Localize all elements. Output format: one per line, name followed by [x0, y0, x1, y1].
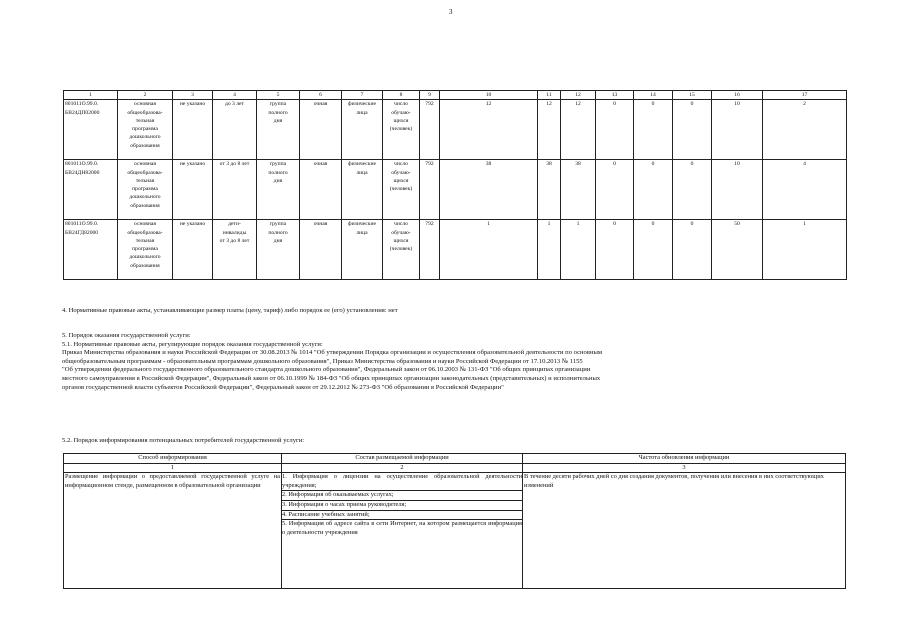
- program-name-line: программа: [132, 246, 158, 253]
- consumer-category-line: физические: [348, 161, 376, 168]
- column-number: 13: [596, 91, 634, 100]
- table-row: [64, 220, 847, 280]
- program-name-line: общеобразова-: [127, 109, 163, 116]
- indicator-name-line: число: [394, 221, 408, 228]
- average-fee: 10: [712, 100, 763, 160]
- age-category-line: дети-: [228, 221, 241, 228]
- section-5-1-line: общеобразовательным программам - образовательным программам дошкольного образования", Приказ Министерства образования и науки Российской Федерации от 17.10.2013 № 1155: [62, 357, 583, 365]
- informing-table: [63, 453, 846, 589]
- volume-indicators-table: [63, 90, 847, 280]
- indicator-name-line: (человек): [389, 126, 413, 133]
- program-name: [118, 100, 173, 160]
- approved-value: 1: [440, 220, 538, 280]
- program-name-line: общеобразова-: [127, 169, 163, 176]
- informing-header-method: Способ информирования: [64, 454, 282, 464]
- education-form: очная: [300, 160, 342, 220]
- column-number: 9: [420, 91, 440, 100]
- service-code-line: 801011О.99.0.: [65, 161, 99, 168]
- program-name-line: дошкольного: [129, 194, 161, 201]
- service-code: [64, 100, 118, 160]
- column-number: 14: [634, 91, 673, 100]
- stay-mode-line: полного: [268, 229, 288, 236]
- indicator-name: [383, 160, 420, 220]
- okei-code: 792: [420, 100, 440, 160]
- education-form: очная: [300, 100, 342, 160]
- column-number: 7: [342, 91, 383, 100]
- column-number: 3: [173, 91, 213, 100]
- informing-header-frequency: Частота обновления информации: [523, 454, 846, 464]
- indicator-name-line: обучаю-: [391, 229, 411, 236]
- indicator-name-line: число: [394, 101, 408, 108]
- informing-colnum-2: 2: [282, 463, 523, 473]
- column-number: 10: [440, 91, 538, 100]
- informing-frequency: В течение десяти рабочих дней со дня создания документов, получения или внесения в них соответствующих изменений: [523, 473, 846, 589]
- informing-item: 1. Информация о лицензии на осуществление образовательной деятельности учреждения;: [282, 473, 522, 491]
- service-code-line: БВ24ГД82000: [65, 229, 99, 236]
- actual-value: 12: [561, 100, 596, 160]
- stay-mode-line: полного: [268, 109, 288, 116]
- program-category: [173, 220, 213, 280]
- service-code: [64, 160, 118, 220]
- column-number: 6: [300, 91, 342, 100]
- service-code-line: БВ24ДП02000: [65, 109, 100, 116]
- approved-value: 12: [440, 100, 538, 160]
- indicator-name-line: (человек): [389, 246, 413, 253]
- column-number: 16: [712, 91, 763, 100]
- indicator-name-line: обучаю-: [391, 109, 411, 116]
- section-5: [62, 332, 847, 392]
- last-column-value: 2: [763, 100, 847, 160]
- stay-mode-line: дня: [273, 177, 283, 184]
- approved-value-period: 12: [538, 100, 561, 160]
- tolerance-value: 0: [596, 160, 634, 220]
- program-category-line: не указано: [179, 221, 206, 228]
- program-name-line: основная: [134, 101, 156, 108]
- program-category: [173, 100, 213, 160]
- consumer-category: [342, 220, 383, 280]
- indicator-name-line: обучаю-: [391, 169, 411, 176]
- okei-code: 792: [420, 220, 440, 280]
- actual-value: 38: [561, 160, 596, 220]
- stay-mode: [257, 220, 300, 280]
- program-name-line: образования: [130, 202, 160, 209]
- tolerance-value: 0: [596, 220, 634, 280]
- service-code-line: 801011О.99.0.: [65, 101, 99, 108]
- last-column-value: 1: [763, 220, 847, 280]
- section-5-2-title: 5.2. Порядок информирования потенциальных потребителей государственной услуги:: [62, 437, 305, 444]
- service-code: [64, 220, 118, 280]
- program-name-line: тельная: [135, 237, 155, 244]
- age-category-line: от 3 до 8 лет: [219, 237, 250, 244]
- stay-mode-line: полного: [268, 169, 288, 176]
- page-number: 3: [449, 8, 453, 16]
- deviation-reason: 0: [673, 100, 712, 160]
- stay-mode-line: дня: [273, 117, 283, 124]
- stay-mode-line: дня: [273, 237, 283, 244]
- average-fee: 50: [712, 220, 763, 280]
- program-name-line: образования: [130, 142, 160, 149]
- program-name-line: основная: [134, 221, 156, 228]
- age-category-line: до 3 лет: [225, 101, 244, 108]
- program-category: [173, 160, 213, 220]
- stay-mode-line: группа: [269, 101, 287, 108]
- informing-colnum-3: 3: [523, 463, 846, 473]
- section-5-title: 5. Порядок оказания государственной услуги:: [62, 332, 191, 339]
- program-name-line: дошкольного: [129, 254, 161, 261]
- section-5-1-line: органов государственной власти субъектов Российской Федерации", Федеральный закон от 29.12.2012 № 273-ФЗ "Об образовании в Российской Федерации": [62, 383, 504, 391]
- stay-mode: [257, 160, 300, 220]
- informing-item: 3. Информация о часах приема руководителя;: [282, 501, 522, 511]
- indicator-name-line: число: [394, 161, 408, 168]
- service-code-line: 801011О.99.0.: [65, 221, 99, 228]
- table-row: [64, 160, 847, 220]
- tolerance-value: 0: [596, 100, 634, 160]
- column-number: 12: [561, 91, 596, 100]
- consumer-category: [342, 160, 383, 220]
- informing-content: [282, 473, 523, 589]
- approved-value-period: 1: [538, 220, 561, 280]
- consumer-category-line: лица: [356, 109, 368, 116]
- deviation-reason: 0: [673, 220, 712, 280]
- consumer-category-line: лица: [356, 229, 368, 236]
- indicator-name: [383, 100, 420, 160]
- table-header-row: [64, 91, 847, 100]
- stay-mode-line: группа: [269, 161, 287, 168]
- age-category: [213, 100, 257, 160]
- column-number: 2: [118, 91, 173, 100]
- stay-mode: [257, 100, 300, 160]
- section-4: 4. Нормативные правовые акты, устанавливающие размер платы (цену, тариф) либо порядок ее (его) установления: нет: [62, 307, 398, 314]
- column-number: 1: [64, 91, 118, 100]
- column-number: 15: [673, 91, 712, 100]
- section-5-1-line: Приказ Министерства образования и науки Российской Федерации от 30.08.2013 № 1014 "Об утверждении Порядка организации и осуществления образовательной деятельности по основным: [62, 349, 603, 357]
- program-name-line: тельная: [135, 177, 155, 184]
- age-category-line: инвалиды: [222, 229, 247, 236]
- program-name: [118, 160, 173, 220]
- deviation-value: 0: [634, 160, 673, 220]
- last-column-value: 4: [763, 160, 847, 220]
- indicator-name-line: щихся: [393, 117, 409, 124]
- age-category: [213, 160, 257, 220]
- section-5-1-title: 5.1. Нормативные правовые акты, регулирующие порядок оказания государственной услуги:: [62, 340, 323, 348]
- indicator-name-line: щихся: [393, 237, 409, 244]
- indicator-name-line: щихся: [393, 177, 409, 184]
- indicator-name: [383, 220, 420, 280]
- age-category-line: от 3 до 8 лет: [219, 161, 250, 168]
- program-name-line: общеобразова-: [127, 229, 163, 236]
- program-name-line: программа: [132, 186, 158, 193]
- consumer-category-line: физические: [348, 221, 376, 228]
- actual-value: 1: [561, 220, 596, 280]
- program-name: [118, 220, 173, 280]
- informing-item: 5. Информация об адресе сайта в сети Интернет, на котором размещается информация о деятельности учреждения: [282, 520, 522, 536]
- deviation-value: 0: [634, 220, 673, 280]
- informing-colnum-1: 1: [64, 463, 282, 473]
- average-fee: 10: [712, 160, 763, 220]
- okei-code: 792: [420, 160, 440, 220]
- program-name-line: программа: [132, 126, 158, 133]
- informing-header-content: Состав размещаемой информации: [282, 454, 523, 464]
- service-code-line: БВ24ДН82000: [65, 169, 100, 176]
- consumer-category-line: лица: [356, 169, 368, 176]
- approved-value: 38: [440, 160, 538, 220]
- informing-method: Размещение информации о предоставляемой государственной услуге на информационном стенде, размещенном в образовательной организации: [64, 473, 282, 589]
- approved-value-period: 38: [538, 160, 561, 220]
- column-number: 4: [213, 91, 257, 100]
- column-number: 5: [257, 91, 300, 100]
- program-category-line: не указано: [179, 101, 206, 108]
- deviation-reason: 0: [673, 160, 712, 220]
- column-number: 8: [383, 91, 420, 100]
- informing-item: 2. Информация об оказываемых услугах;: [282, 491, 522, 501]
- section-5-1-line: "Об утверждении федерального государственного образовательного стандарта дошкольного образования", Федеральный закон от 06.10.2003 № 131-ФЗ "Об общих принципах организации: [62, 366, 591, 374]
- program-name-line: дошкольного: [129, 134, 161, 141]
- program-category-line: не указано: [179, 161, 206, 168]
- program-name-line: тельная: [135, 117, 155, 124]
- table-row: [64, 100, 847, 160]
- column-number: 11: [538, 91, 561, 100]
- program-name-line: основная: [134, 161, 156, 168]
- program-name-line: образования: [130, 262, 160, 269]
- age-category: [213, 220, 257, 280]
- consumer-category-line: физические: [348, 101, 376, 108]
- consumer-category: [342, 100, 383, 160]
- indicator-name-line: (человек): [389, 186, 413, 193]
- column-number: 17: [763, 91, 847, 100]
- section-5-1-line: местного самоуправления в Российской Федерации", Федеральный закон от 06.10.1999 № 184-ФЗ "Об общих принципах организации законодательных (представительных) и исполнительных: [62, 374, 601, 382]
- stay-mode-line: группа: [269, 221, 287, 228]
- education-form: очная: [300, 220, 342, 280]
- informing-item: 4. Расписание учебных занятий;: [282, 511, 522, 521]
- deviation-value: 0: [634, 100, 673, 160]
